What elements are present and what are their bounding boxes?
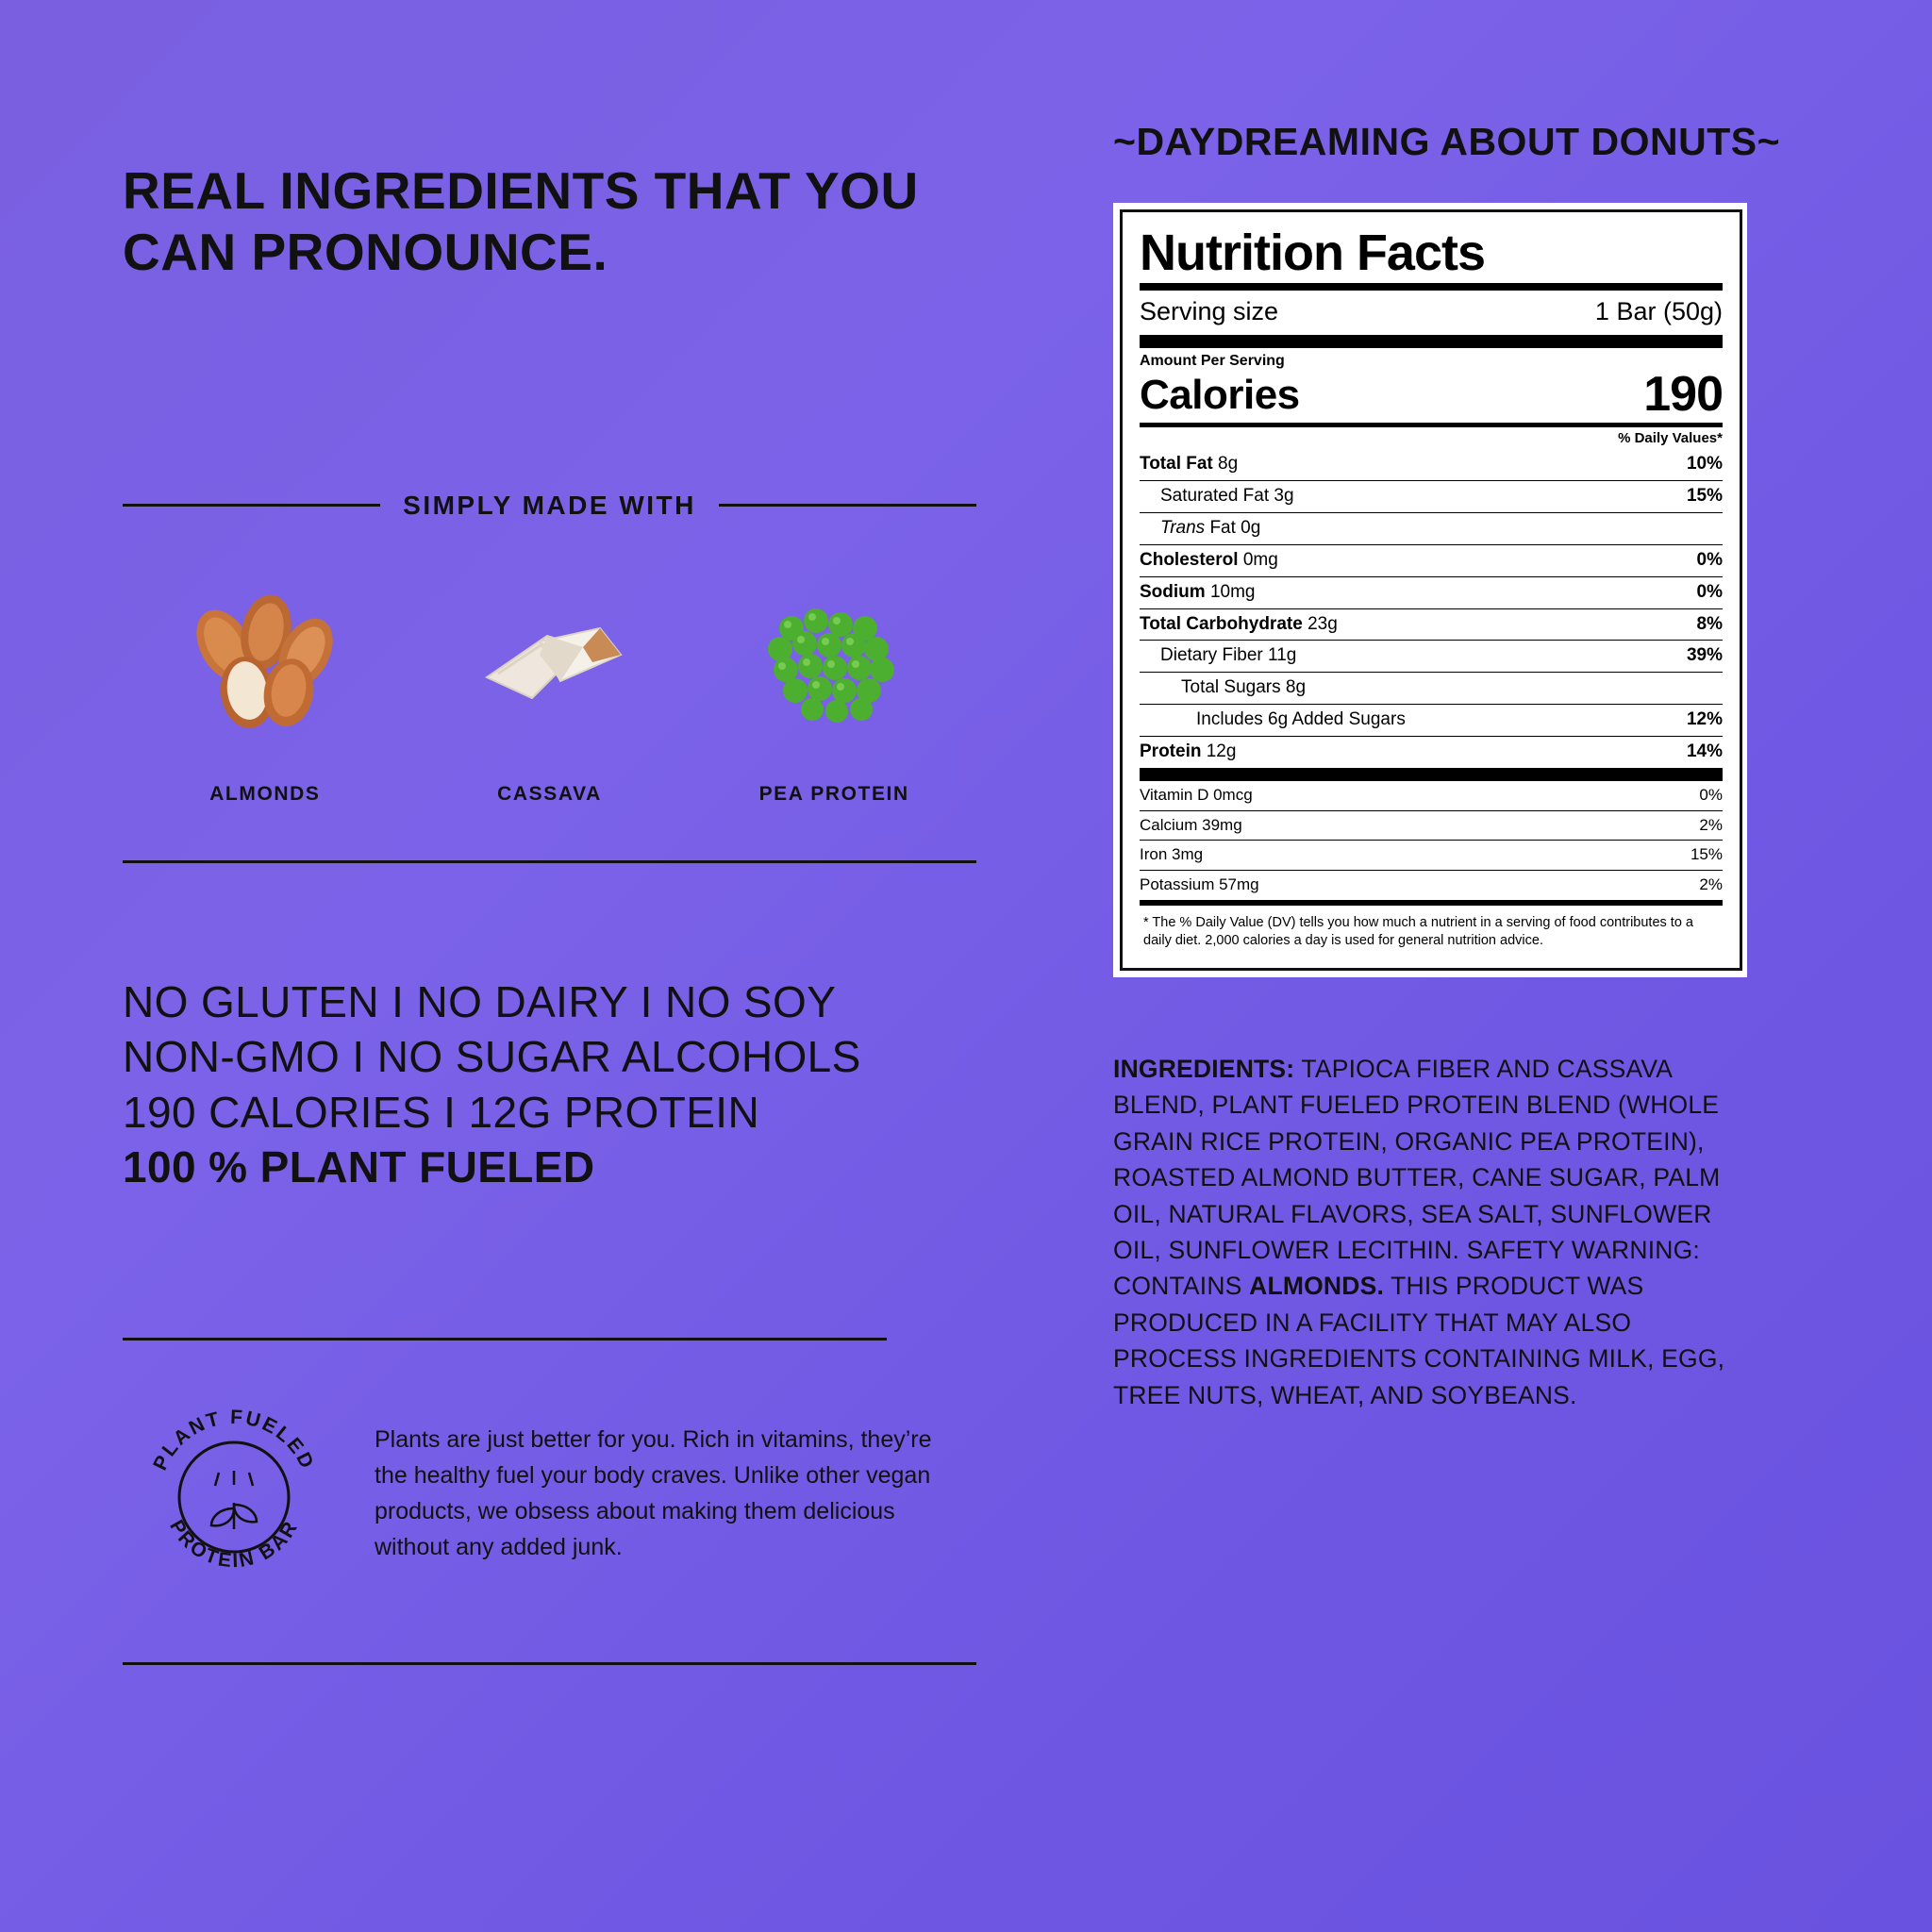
table-row	[1140, 705, 1723, 737]
badge-top-text: PLANT FUELED	[149, 1407, 319, 1474]
nutrient-dv: 39%	[1686, 645, 1723, 666]
right-column	[1113, 0, 1932, 1932]
table-row	[1140, 781, 1723, 811]
simply-made-with-label: SIMPLY MADE WITH	[403, 490, 696, 520]
nutrient-name: Sodium	[1140, 581, 1206, 602]
nutrient-dv: 14%	[1686, 741, 1723, 762]
serving-size-value: 1 Bar (50g)	[1594, 297, 1723, 326]
nutrient-name: Includes 6g Added Sugars	[1196, 709, 1406, 730]
table-row	[1140, 481, 1723, 513]
nutrition-facts-outer	[1113, 203, 1747, 977]
nutrient-dv: 0%	[1696, 549, 1723, 570]
nutrient-amount: 12g	[1206, 741, 1237, 762]
rule-under-protein	[1140, 768, 1723, 781]
ingredient-icons-row	[123, 577, 976, 806]
vitamin-name: Iron 3mg	[1140, 845, 1204, 864]
nutrient-name: Total Fat	[1140, 454, 1213, 475]
daily-value-footnote: * The % Daily Value (DV) tells you how much a nutrient in a serving of food contributes to a daily diet. 2,000 calories a day is used for general nutrition advice.	[1143, 914, 1693, 949]
plant-fueled-protein-bar-badge	[132, 1391, 335, 1594]
table-row	[1140, 641, 1723, 673]
table-row	[1140, 577, 1723, 609]
table-row	[1140, 811, 1723, 841]
badge-row	[123, 1391, 953, 1594]
allergen-callout: ALMONDS.	[1249, 1272, 1385, 1301]
table-row	[1140, 673, 1723, 705]
table-row	[1140, 513, 1723, 545]
nutrient-name: Cholesterol	[1140, 549, 1239, 570]
vitamin-name: Calcium 39mg	[1140, 815, 1242, 834]
ingredient-label: ALMONDS	[209, 782, 321, 805]
claim-line-2: NON-GMO I NO SUGAR ALCOHOLS	[123, 1032, 861, 1082]
leaf-sprout-icon	[211, 1471, 257, 1529]
vitamin-dv: 0%	[1699, 786, 1723, 804]
nutrient-amount: 23g	[1307, 613, 1338, 634]
ingredients-body-1: TAPIOCA FIBER AND CASSAVA BLEND, PLANT FUELED PROTEIN BLEND (WHOLE GRAIN RICE PROTEIN, ORGANIC PEA PROTEIN), ROASTED ALMOND BUTTER, CANE SUGAR, PALM OIL, NATURAL FLAVORS, SEA SALT, SUNFLOWER OIL, SUNFLOWER LECITHIN. SAFETY WARNING: CONTAINS	[1113, 1054, 1721, 1301]
nutrient-dv: 0%	[1696, 581, 1723, 602]
vitamin-dv: 2%	[1699, 815, 1723, 834]
nutrient-amount: 0mg	[1242, 549, 1278, 570]
nutrient-dv: 12%	[1686, 709, 1723, 730]
table-row	[1140, 545, 1723, 577]
simply-made-with-divider	[123, 491, 976, 521]
pea-protein-icon	[691, 577, 976, 747]
nutrient-amount: 11g	[1268, 645, 1297, 666]
badge-paragraph: Plants are just better for you. Rich in vitamins, they’re the healthy fuel your body craves. Unlike other vegan products, we obsess about making them delicious without any added junk.	[375, 1425, 932, 1560]
table-row	[1140, 871, 1723, 901]
nutrient-name: Saturated Fat	[1160, 485, 1270, 506]
page-title: REAL INGREDIENTS THAT YOU CAN PRONOUNCE.	[123, 161, 919, 281]
table-row	[1140, 737, 1723, 768]
nutrient-amount: 8g	[1218, 454, 1239, 475]
ingredients-heading: INGREDIENTS:	[1113, 1054, 1295, 1083]
svg-text:PLANT FUELED	[149, 1407, 319, 1474]
divider-under-ingredients	[123, 860, 976, 863]
amount-per-serving-label: Amount Per Serving	[1140, 353, 1285, 370]
table-row	[1140, 609, 1723, 641]
divider-right	[719, 504, 976, 507]
flavor-title: ~DAYDREAMING ABOUT DONUTS~	[1113, 120, 1781, 163]
ingredients-body-2: THIS PRODUCT WAS PRODUCED IN A FACILITY THAT MAY ALSO PROCESS INGREDIENTS CONTAINING MILK, EGG, TREE NUTS, WHEAT, AND SOYBEANS.	[1113, 1272, 1725, 1409]
ingredient-label: PEA PROTEIN	[758, 782, 909, 805]
ingredient-item-pea-protein	[691, 577, 976, 806]
claim-line-bold: 100 % PLANT FUELED	[123, 1142, 595, 1191]
nutrient-name: Total Sugars	[1181, 677, 1281, 698]
calories-value: 190	[1643, 367, 1723, 423]
nutrient-amount: 3g	[1274, 485, 1294, 506]
nutrient-name: Dietary Fiber	[1160, 645, 1263, 666]
claims-block	[123, 974, 1019, 1195]
nutrient-rows	[1140, 449, 1723, 768]
nutrient-name: Total Carbohydrate	[1140, 613, 1303, 634]
divider-bottom	[123, 1662, 976, 1665]
nutrient-dv: 15%	[1686, 485, 1723, 506]
vitamin-name: Potassium 57mg	[1140, 875, 1259, 894]
nutrient-dv: 10%	[1686, 454, 1723, 475]
ingredient-item-cassava	[408, 577, 692, 806]
vitamin-name: Vitamin D 0mcg	[1140, 786, 1253, 804]
nutrition-facts-panel	[1120, 209, 1742, 971]
ingredient-label: CASSAVA	[497, 782, 602, 805]
table-row	[1140, 449, 1723, 481]
cassava-icon	[408, 577, 692, 747]
nutrient-amount: 8g	[1285, 677, 1307, 698]
vitamin-dv: 15%	[1690, 845, 1723, 864]
nutrient-amount: Fat 0g	[1209, 517, 1261, 538]
nutrient-dv: 8%	[1696, 613, 1723, 634]
rule-under-title	[1140, 283, 1723, 291]
vitamin-dv: 2%	[1699, 875, 1723, 894]
ingredient-item-almonds	[123, 577, 408, 806]
nutrient-name: Trans	[1160, 517, 1206, 538]
nutrient-amount: 10mg	[1209, 581, 1256, 602]
calories-row	[1140, 367, 1723, 423]
claim-line-1: NO GLUTEN I NO DAIRY I NO SOY	[123, 976, 837, 1026]
daily-value-header: % Daily Values*	[1618, 430, 1723, 447]
almonds-icon	[123, 577, 408, 747]
nutrition-facts-title: Nutrition Facts	[1140, 225, 1486, 282]
divider-left	[123, 504, 380, 507]
divider-above-badge	[123, 1338, 887, 1341]
rule-under-serving	[1140, 335, 1723, 348]
vitamin-rows	[1140, 781, 1723, 901]
serving-size-label: Serving size	[1140, 297, 1279, 326]
badge-bottom-text: PROTEIN BAR	[165, 1516, 303, 1573]
table-row	[1140, 841, 1723, 871]
claim-line-3: 190 CALORIES I 12G PROTEIN	[123, 1087, 760, 1137]
nutrient-name: Protein	[1140, 741, 1202, 762]
ingredients-statement	[1113, 1051, 1755, 1413]
calories-label: Calories	[1140, 372, 1300, 419]
serving-size-row	[1140, 291, 1723, 335]
